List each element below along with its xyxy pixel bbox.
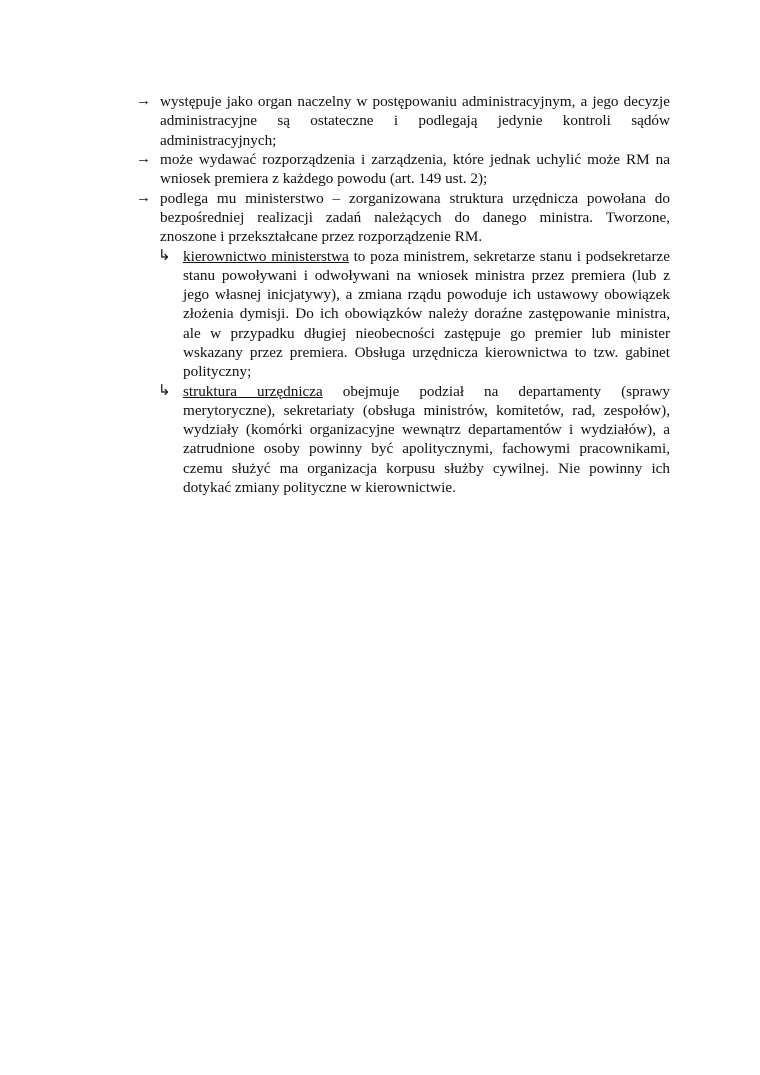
- sub-bullet-item: [158, 382, 671, 498]
- hooked-arrow-icon: ↳: [158, 382, 171, 399]
- text-line: jego własnej inicjatywy), a zmiana rządu powoduje ich ustawowy obowiązek: [183, 286, 670, 304]
- text-line: złożenia dymisji. Do ich obowiązków należy doraźne zastępowanie ministra,: [183, 305, 670, 323]
- text-line: struktura urzędnicza obejmuje podział na departamenty (sprawy: [183, 382, 671, 400]
- text-line: administracyjnych;: [160, 131, 277, 149]
- bullet-item: [136, 150, 670, 189]
- arrow-icon: →: [136, 189, 151, 206]
- text-line: administracyjne są ostateczne i podlegają jedynie kontroli sądów: [160, 112, 670, 130]
- text-line: stanu powoływani i odwoływani na wniosek ministra przez premiera (lub z: [183, 266, 670, 284]
- bullet-item: [136, 92, 670, 150]
- sub-bullet-item: [158, 247, 671, 382]
- text-line: wniosek premiera z każdego powodu (art. 149 ust. 2);: [160, 170, 488, 188]
- text-line: bezpośredniej realizacji zadań należących do danego ministra. Tworzone,: [160, 208, 670, 226]
- text-line: występuje jako organ naczelny w postępowaniu administracyjnym, a jego decyzje: [160, 93, 670, 110]
- text-line: polityczny;: [183, 363, 252, 381]
- text-line: wskazany przez premiera. Obsługa urzędnicza kierownictwa to tzw. gabinet: [183, 343, 670, 361]
- text-line: kierownictwo ministerstwa to poza ministrem, sekretarze stanu i podsekretarze: [183, 247, 671, 265]
- text-line: zatrudnione osoby powinny być apolitycznymi, fachowymi pracownikami,: [183, 440, 670, 458]
- text-line: ale w przypadku długiej nieobecności zastępuje go premier lub minister: [183, 324, 670, 342]
- text-line: czemu służyć ma organizacja korpusu służby cywilnej. Nie powinny ich: [183, 459, 670, 477]
- hooked-arrow-icon: ↳: [158, 247, 171, 264]
- text-line: dotykać zmiany polityczne w kierownictwie.: [183, 478, 456, 496]
- text-line: znoszone i przekształcane przez rozporządzenie RM.: [160, 228, 483, 246]
- arrow-icon: →: [136, 93, 151, 109]
- text-line: wydziały (komórki organizacyjne wewnątrz departamentów i wydziałów), a: [183, 421, 670, 439]
- text-line: podlega mu ministerstwo – zorganizowana struktura urzędnicza powołana do: [160, 189, 670, 207]
- bullet-item: [136, 189, 670, 247]
- arrow-icon: →: [136, 151, 151, 167]
- underlined-term: kierownictwo ministerstwa: [183, 247, 349, 265]
- underlined-term: struktura urzędnicza: [183, 382, 323, 400]
- text-line: merytoryczne), sekretariaty (obsługa ministrów, komitetów, rad, zespołów),: [183, 401, 670, 419]
- text-line: może wydawać rozporządzenia i zarządzenia, które jednak uchylić może RM na: [160, 151, 670, 168]
